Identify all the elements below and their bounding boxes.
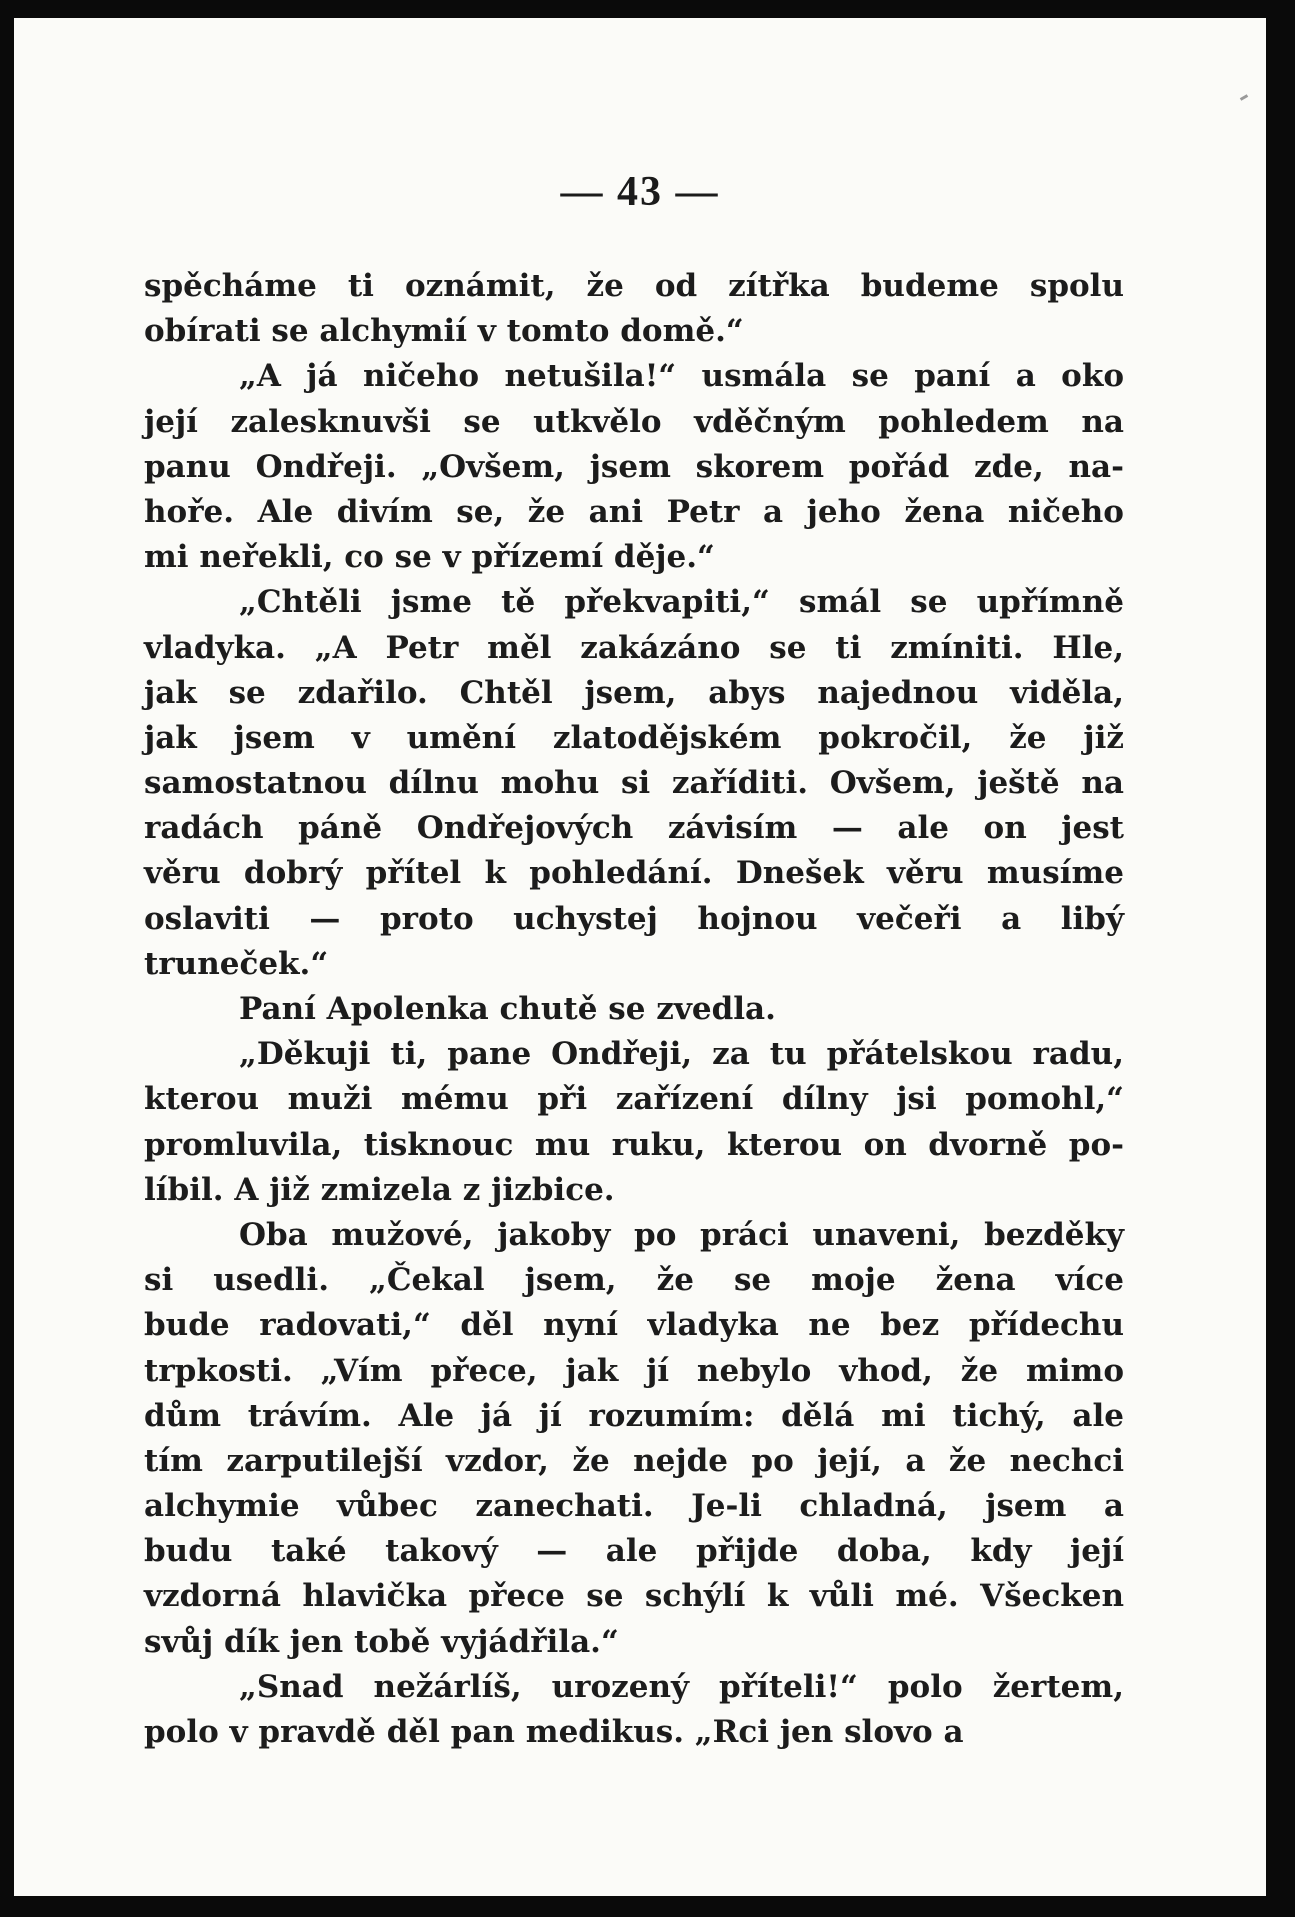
text-line: budu také takový — ale přijde doba, kdy její xyxy=(144,1533,1124,1570)
text-line: věru dobrý přítel k pohledání. Dnešek věru musíme xyxy=(144,855,1124,892)
paragraph xyxy=(144,264,1124,354)
text-line: „Děkuji ti, pane Ondřeji, za tu přátelskou radu, xyxy=(239,1036,1124,1073)
text-line: spěcháme ti oznámit, že od zítřka budeme spolu xyxy=(144,268,1124,304)
text-line: truneček.“ xyxy=(144,945,329,982)
paragraph xyxy=(144,354,1124,580)
text-line: tím zarputilejší vzdor, že nejde po její, a že nechci xyxy=(144,1442,1124,1479)
text-line: líbil. A již zmizela z jizbice. xyxy=(144,1171,615,1208)
text-line: vladyka. „A Petr měl zakázáno se ti zmíniti. Hle, xyxy=(144,629,1124,666)
paragraph xyxy=(144,580,1124,987)
text-line: Paní Apolenka chutě se zvedla. xyxy=(239,991,776,1027)
page-number: — 43 — xyxy=(560,169,720,215)
text-line: Oba mužové, jakoby po práci unaveni, bezděky xyxy=(239,1216,1124,1253)
text-line: promluvila, tisknouc mu ruku, kterou on dvorně po- xyxy=(144,1126,1124,1163)
text-line: panu Ondřeji. „Ovšem, jsem skorem pořád zde, na- xyxy=(144,448,1124,485)
paragraph xyxy=(144,1213,1124,1665)
body-text xyxy=(144,264,1124,1755)
text-line: jak se zdařilo. Chtěl jsem, abys najednou viděla, xyxy=(144,674,1124,711)
paragraph xyxy=(144,1665,1124,1755)
text-line: obírati se alchymií v tomto domě.“ xyxy=(144,313,744,350)
text-line: samostatnou dílnu mohu si zaříditi. Ovšem, ještě na xyxy=(144,765,1124,802)
text-line: hoře. Ale divím se, že ani Petr a jeho žena ničeho xyxy=(144,493,1124,530)
text-line: si usedli. „Čekal jsem, že se moje žena více xyxy=(144,1262,1124,1299)
text-line: polo v pravdě děl pan medikus. „Rci jen slovo a xyxy=(144,1714,964,1750)
text-line: její zalesknuvši se utkvělo vděčným pohledem na xyxy=(144,403,1124,440)
text-line: svůj dík jen tobě vyjádřila.“ xyxy=(144,1623,619,1660)
scan-mark xyxy=(1240,94,1248,101)
paragraph xyxy=(144,1032,1124,1213)
text-line: bude radovati,“ děl nyní vladyka ne bez přídechu xyxy=(144,1307,1124,1344)
text-line: radách páně Ondřejových závisím — ale on jest xyxy=(144,810,1124,847)
text-line: vzdorná hlavička přece se schýlí k vůli mé. Všecken xyxy=(144,1578,1124,1615)
text-line: „Snad nežárlíš, urozený příteli!“ polo žertem, xyxy=(239,1668,1124,1705)
text-line: kterou muži mému při zařízení dílny jsi pomohl,“ xyxy=(144,1081,1124,1118)
text-line: trpkosti. „Vím přece, jak jí nebylo vhod, že mimo xyxy=(144,1352,1124,1389)
text-line: „A já ničeho netušila!“ usmála se paní a oko xyxy=(239,358,1124,395)
text-line: dům trávím. Ale já jí rozumím: dělá mi tichý, ale xyxy=(144,1397,1124,1434)
text-line: jak jsem v umění zlatodějském pokročil, že již xyxy=(144,719,1124,756)
text-line: „Chtěli jsme tě překvapiti,“ smál se upřímně xyxy=(239,584,1124,621)
text-line: mi neřekli, co se v přízemí děje.“ xyxy=(144,539,715,576)
paragraph xyxy=(144,987,1124,1032)
book-page xyxy=(14,18,1266,1896)
text-line: alchymie vůbec zanechati. Je-li chladná, jsem a xyxy=(144,1488,1124,1525)
text-line: oslaviti — proto uchystej hojnou večeři a libý xyxy=(144,900,1124,937)
